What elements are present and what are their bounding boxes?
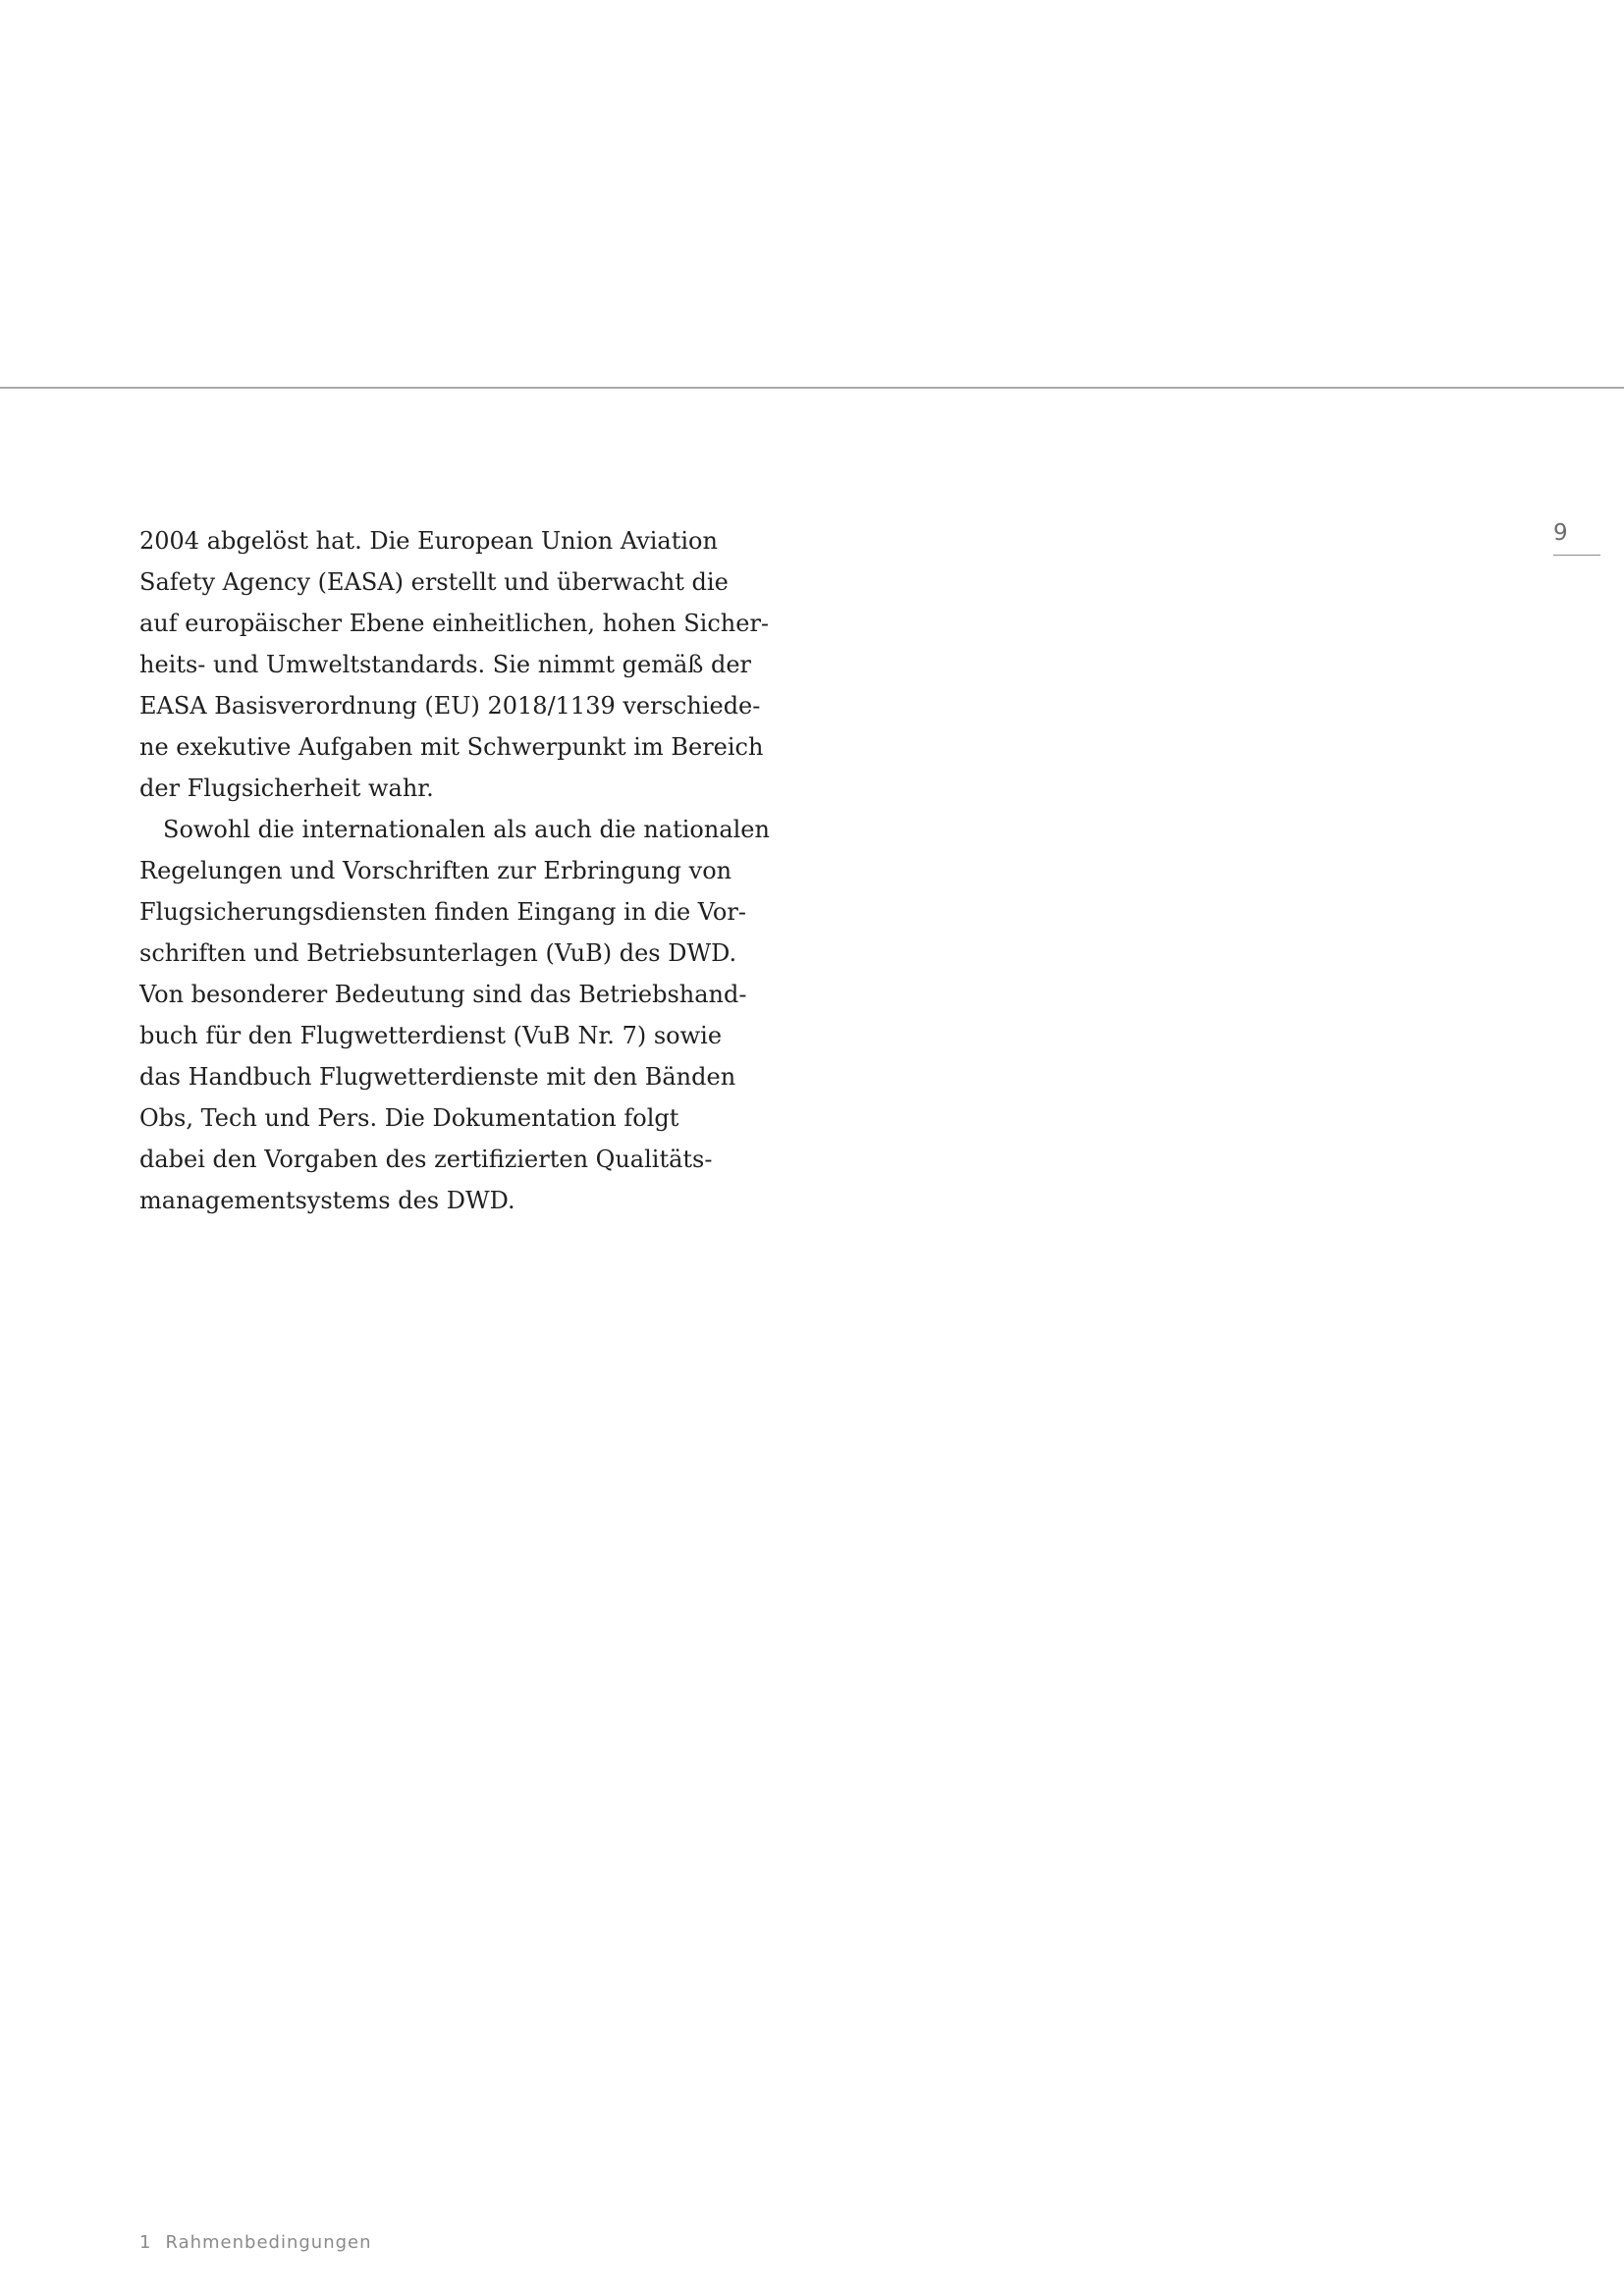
text-line: Safety Agency (EASA) erstellt und überwacht die: [139, 568, 729, 596]
footer-chapter-title: Rahmenbedingungen: [165, 2232, 372, 2253]
page-number-underline: [1553, 555, 1600, 556]
text-line: auf europäischer Ebene einheitlichen, hohen Sicher-: [139, 610, 770, 637]
text-line: ne exekutive Aufgaben mit Schwerpunkt im Bereich: [139, 733, 764, 761]
header-divider: [0, 387, 1624, 389]
text-line: EASA Basisverordnung (EU) 2018/1139 verschiede-: [139, 692, 761, 720]
paragraph-1: [139, 520, 807, 809]
footer-chapter: [139, 2232, 372, 2253]
text-line: heits- und Umweltstandards. Sie nimmt gemäß der: [139, 651, 752, 678]
text-line: Obs, Tech und Pers. Die Dokumentation folgt: [139, 1104, 679, 1132]
page-number: 9: [1553, 520, 1568, 546]
text-line: der Flugsicherheit wahr.: [139, 774, 434, 802]
body-text: [139, 520, 807, 1221]
text-line: 2004 abgelöst hat. Die European Union Aviation: [139, 527, 718, 555]
text-line: Von besonderer Bedeutung sind das Betriebshand-: [139, 981, 747, 1008]
footer-chapter-number: 1: [139, 2232, 152, 2253]
text-line: buch für den Flugwetterdienst (VuB Nr. 7) sowie: [139, 1022, 723, 1049]
text-line: schriften und Betriebsunterlagen (VuB) des DWD.: [139, 939, 737, 967]
text-line: Flugsicherungsdiensten finden Eingang in die Vor-: [139, 898, 746, 926]
text-line: Sowohl die internationalen als auch die nationalen: [163, 816, 770, 843]
text-line: das Handbuch Flugwetterdienste mit den Bänden: [139, 1063, 736, 1091]
text-line: Regelungen und Vorschriften zur Erbringung von: [139, 857, 732, 884]
paragraph-2: [139, 809, 807, 1221]
text-line: dabei den Vorgaben des zertifizierten Qualitäts-: [139, 1146, 713, 1173]
text-line: managementsystems des DWD.: [139, 1187, 515, 1214]
